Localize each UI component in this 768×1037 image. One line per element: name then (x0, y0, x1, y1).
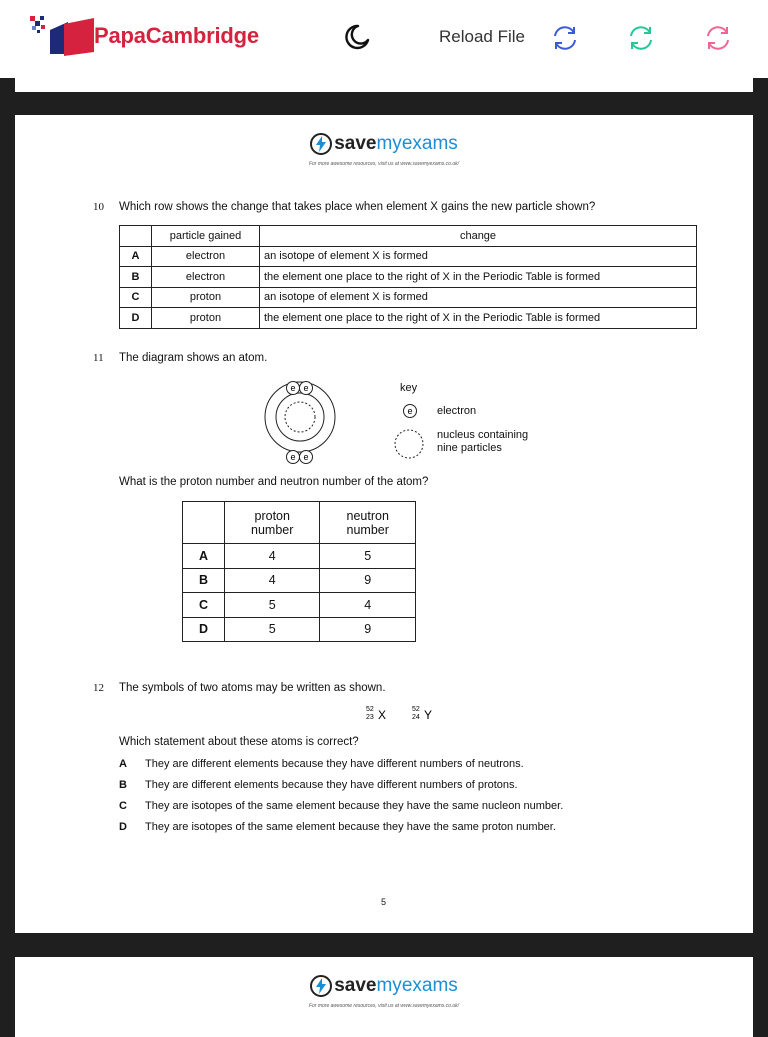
table-row (120, 267, 697, 288)
table-header-cell: change (260, 226, 697, 247)
row-proton: 5 (225, 617, 320, 642)
page-number: 5 (381, 897, 387, 907)
table-header-cell (120, 226, 152, 247)
top-bar (0, 0, 768, 78)
svg-text:e: e (290, 452, 296, 462)
sme-tagline: For more awesome resources, visit us at www.savemyexams.co.uk/ (308, 161, 460, 167)
row-letter: D (183, 617, 225, 642)
row-neutron: 5 (320, 544, 416, 569)
q11-text: The diagram shows an atom. (119, 352, 268, 364)
reload-pink-button[interactable] (703, 23, 733, 53)
svg-text:e: e (303, 383, 309, 393)
row-letter: A (183, 544, 225, 569)
q10-table (119, 225, 697, 329)
q10-number: 10 (93, 201, 104, 213)
key-electron-label: electron (437, 405, 477, 417)
row-letter: C (120, 287, 152, 308)
q11-question: What is the proton number and neutron number of the atom? (119, 476, 429, 488)
table-header-cell (183, 502, 225, 544)
row-proton: 5 (225, 593, 320, 618)
row-neutron: 4 (320, 593, 416, 618)
table-row (183, 617, 416, 642)
table-row (183, 544, 416, 569)
table-row (120, 246, 697, 267)
table-header-cell: neutron number (320, 502, 416, 544)
sme-my: my (376, 975, 402, 996)
q11-number: 11 (93, 352, 104, 364)
row-change: the element one place to the right of X in the Periodic Table is formed (260, 308, 697, 329)
option-c: C They are isotopes of the same element because they have the same nucleon number. (119, 800, 564, 812)
row-proton: 4 (225, 568, 320, 593)
row-particle: electron (152, 267, 260, 288)
sme-exams: exams (401, 975, 458, 996)
q12-number: 12 (93, 682, 104, 694)
table-row (120, 308, 697, 329)
svg-text:e: e (407, 406, 413, 416)
refresh-icon-green (626, 23, 656, 53)
nucleus-key-icon (391, 428, 427, 460)
row-change: an isotope of element X is formed (260, 246, 697, 267)
row-letter: A (120, 246, 152, 267)
option-d: D They are isotopes of the same element because they have the same proton number. (119, 821, 556, 833)
brand-name: PapaCambridge (94, 23, 259, 48)
electron-key-icon (402, 403, 418, 419)
table-header-row (183, 502, 416, 544)
refresh-icon-pink (703, 23, 733, 53)
moon-icon (341, 22, 371, 52)
bolt-icon (310, 975, 332, 997)
svg-text:e: e (303, 452, 309, 462)
table-header-cell: proton number (225, 502, 320, 544)
key-title: key (400, 382, 418, 394)
row-particle: proton (152, 287, 260, 308)
table-row (183, 568, 416, 593)
svg-text:e: e (290, 383, 296, 393)
row-particle: electron (152, 246, 260, 267)
option-a: A They are different elements because they have different numbers of neutrons. (119, 758, 524, 770)
option-b: B They are different elements because they have different numbers of protons. (119, 779, 518, 791)
row-proton: 4 (225, 544, 320, 569)
row-letter: C (183, 593, 225, 618)
q11-table (182, 501, 416, 642)
savemyexams-header (15, 133, 753, 167)
bolt-icon (310, 133, 332, 155)
q12-text: The symbols of two atoms may be written as shown. (119, 682, 386, 694)
row-letter: B (183, 568, 225, 593)
table-row (120, 287, 697, 308)
row-change: the element one place to the right of X in the Periodic Table is formed (260, 267, 697, 288)
sme-tagline: For more awesome resources, visit us at www.savemyexams.co.uk/ (308, 1003, 460, 1009)
row-neutron: 9 (320, 568, 416, 593)
savemyexams-logo (310, 975, 458, 997)
sme-save: save (334, 133, 377, 154)
sme-exams: exams (401, 133, 458, 154)
atom-diagram (245, 377, 355, 469)
key-nucleus-line2: nine particles (437, 442, 502, 454)
key-nucleus-line1: nucleus containing (437, 429, 529, 441)
document-page: save my exams For more awesome resources, visit us at www.savemyexams.co.uk/ 10 Which row shows the change that takes place when element X gains the new particle shown? particle gained change A electron an isotope of element X is formed B electron the element one place to the right of X in the Periodic Table is formed C proton an isotope of element X is formed D proton the element one place to the right of X in the Periodic Table is formed 11 The diagram shows an atom. e e e e key e electron nucleus containing nine particles What is the proton number and neutron number of the atom? proton number neutron number A 4 5 B 4 9 C 5 4 D 5 9 12 The symbols of two atoms may be written as shown. 52 23 X 52 24 Y Which statement about these atoms is correct? A They are different elements because they have different numbers of neutrons. B They are different elements because they have different numbers of protons. C They are isotopes of the same element because they have the same nucleon number. D They are isotopes of the same element because they have the same proton number. 5 (15, 115, 753, 933)
q10-text: Which row shows the change that takes place when element X gains the new particle shown? (119, 201, 596, 213)
row-letter: B (120, 267, 152, 288)
savemyexams-header (15, 975, 753, 1009)
previous-page-bottom (15, 78, 753, 92)
savemyexams-logo (310, 133, 458, 155)
reload-file-button[interactable] (550, 23, 580, 53)
table-header-cell: particle gained (152, 226, 260, 247)
q12-question: Which statement about these atoms is correct? (119, 736, 359, 748)
logo-mark-icon (28, 14, 94, 58)
row-letter: D (120, 308, 152, 329)
row-particle: proton (152, 308, 260, 329)
reload-file-label[interactable]: Reload File (439, 27, 525, 46)
sme-save: save (334, 975, 377, 996)
next-document-page (15, 957, 753, 1037)
refresh-icon-blue (550, 23, 580, 53)
reload-green-button[interactable] (626, 23, 656, 53)
row-change: an isotope of element X is formed (260, 287, 697, 308)
table-row (183, 593, 416, 618)
dark-mode-toggle[interactable] (341, 22, 371, 52)
sme-my: my (376, 133, 402, 154)
row-neutron: 9 (320, 617, 416, 642)
papacambridge-logo[interactable] (28, 14, 259, 58)
table-header-row (120, 226, 697, 247)
